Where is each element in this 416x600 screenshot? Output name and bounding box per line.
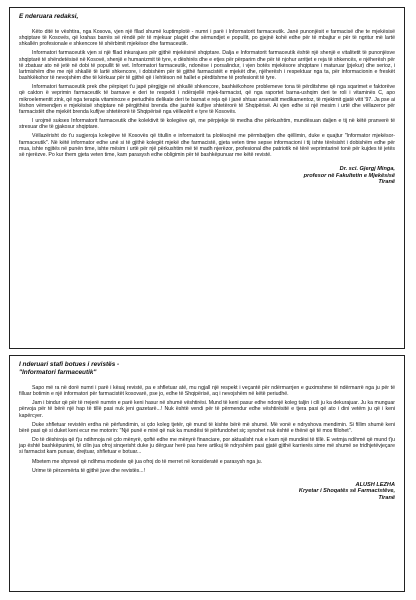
salutation-line: "Informatori farmaceutik": [19, 369, 97, 376]
letter-paragraph: Këto ditë te vështira, nga Kosova, vjen një fllad shumë kuptimplotë - numri i parë i Informatorit farmaceutik. Janë punonjësit e farmacisë dhe te mjekësisë shqiptare të Kosovës, që krahas barrës së rëndë për të mjekuar plagët dhe sëmundjet e popullit, po gjejnë kohë edhe për të mbajtur e për të ngritur më lartë shkallën profesionale e shkencore të shërbimit mjekësor dhe farmaceutik.: [19, 29, 395, 48]
letter-signature: [19, 482, 395, 502]
letter-paragraph: Vëllazërisht do t'u sugjeroja kolegëve të Kosovës që titullin e informatorit ta plotësojnë me përmbajtjen dhe qëllimin, duke e quajtur "Informator mjekësor-farmaceutik". Në këtë informator edhe unë si të gjithë kolegët mjekë dhe farmacistë, gjeta veten time sepse informacioni i tij ishte tërësisht i dobishëm edhe për mua, ishte ngjitës në punën time, ishte mësim i urtë për një përkushtim më të madh njerëzor, profesional dhe patriotik në tërë veprimtarinë tonë për kujdes të jetës së njerëzve. Po kur them gjeta veten time, kam parasysh edhe obligimin për të bashkëpunuar me këtë revistë.: [19, 133, 395, 158]
letter-paragraph: Informatori farmaceutik vjen si një fllad inkurajues për gjithë mjekësinë shqiptare. Dalja e Informatorit farmaceutik është një shenjë e vitalitetit të punonjësve shqiptarë të shëndetësisë në Kosovë, shenjë e humanizmit të tyre, e dëshirës dhe e etjes për përparim dhe për të njohur arritjet e reja të shkencës, e njëherësh për të zbatuar ato në jetë në dobi të popullit të vet. Informatori farmaceutik, ndonëse i porsalindur, i vjen botës mjekësore shqiptare i maturuar (pjekur) dhe serioz, i lartmishëm dhe me një shkallë të lartë shkencore, i dobishëm për të gjithë farmacistët e mjekët dhe, njëherësh i respektuar nga ta, për informacionin e freskët bashkëkohor të nevojshëm dhe të kërkuar për të gjithë që i lehtëson në hallet e përditshme të profesionit të tyre.: [19, 50, 395, 82]
letter-paragraph: Urime të përzemërta të gjithë juve dhe revistës...!: [32, 467, 146, 474]
signature-city: Tiranë: [378, 179, 395, 186]
salutation-line: I nderuari stafi botues i revistës -: [19, 361, 120, 368]
letter-salutation: [19, 361, 395, 377]
letter-paragraph: Do të dëshiroja që t'ju ndihmoja në çdo mënyrë, qoftë edhe me mënyrë financiare, por aktualisht nuk e kam një mundësi të tillë. E vetmja ndihmë që mund t'ju jap është bashkëpunimi, të cilin jua ofroj sinqerisht duke ju dërguar herë pas here artikuj të ndryshëm pasi gjatë gjithë karrierës sime më shumë se tridhjetëvjeçare si farmacist kam punuar, drejtuar, shfletuar e botuar...: [19, 437, 395, 456]
letter-paragraph: Informatori farmaceutik prek dhe përpiqet t'u japë përgjigje në shkallë shkencore, bashkëkohore problemeve tona të përditshme që nga sqarimet e faktorëve që cakton ë veprimin farmaceutik të barnave e deri te respekti i ndërsjellë mjek-farmacist, që nga raportet barna-ushqim deri te roli i vitaminës C, apo mikroelementit zink, që nga terapia vitaminoze e periudhës delikate deri te barnat e reja që i janë shtuar arsenalit medikamentoz, të mjekimit gjatë vitit '97. Ja pse ai lëshon vëmendjen e mjekësisë shqiptare në përgjithësi brenda dhe jashtë kufijve shtetërorë të Shqipërisë. Ai vjen edhe si një mesim i urtë dhe vëllazeror për farmacistët dhe mjekët brenda kufijve shtetërorë të Shqipërisë nga vëllezërit e tyre të Kosovës.: [19, 84, 395, 115]
letter-paragraph: Jam i bindur që për të rrejerë numrin e parë keni hasur në shumë vështirësi. Mund të keni pasur edhe ndonjë koleg taljin i cili ju ka dekurajuar. Ju ka munguar përvoja për të bërë një hap të tillë pasi nuk jeni gazetarë...! Nuk është vendi për të përmendur edhe vështirësitë e tjera pasi që ato i dini vetëm ju që i keni kapërcyer.: [19, 400, 395, 419]
letter-box-minga: [9, 7, 405, 349]
letter-box-lezha: [9, 355, 405, 592]
letter-salutation: E nderuara redaksi,: [19, 13, 79, 20]
letter-paragraph: I urojmë sukses Informatorit farmaceutik dhe kolektivit të kolegëve që, me përpjekje të medha dhe përkushtim, mundësuan daljen e tij në këtë pranverë të stresuar dhe të gjakosur shqiptare.: [19, 118, 395, 131]
signature-name: Dr. sci. Gjergj Minga,: [339, 165, 395, 172]
letter-paragraph: Duke shfletuar revistën erdha në përfundimin, si çdo koleg tjetër, që mund të kishte bërë më shumë. Më vonë e ndryshova mendimin. Si fillim shumë keni bërë pasi që si duket keni ecur me motorin: "Një punë e mirë që nuk ka mundësi të përfundohet siç synohet nuk është e thënë që të mos fillohet".: [19, 421, 395, 434]
letter-paragraph: Mbetem me shpresë që ndihma modeste që jua ofroj do të merret në konsideratë e parasysh nga ju.: [32, 458, 263, 465]
signature-name: ALUSH LEZHA: [355, 481, 395, 488]
letter-paragraph: Sapo më ra në dorë numri i parë i kësaj revistë, pa e shfletuar atë, mu ngjall një respekt i veçantë për ndërmarrjen e guximshme të ndërmarrë nga ju për të filluar botimin e një informatori për farmacistët kosovarë, pse jo, edhe të Shqipërisë, aq i nevojshëm në këtë periudhë.: [19, 385, 395, 398]
letter-signature: [19, 166, 395, 186]
signature-title: profesor në Fakultetin e Mjekësisë: [303, 172, 395, 179]
signature-title: Kryetar i Shoqatës së Farmacistëve,: [298, 488, 395, 495]
signature-city: Tiranë: [378, 495, 395, 502]
